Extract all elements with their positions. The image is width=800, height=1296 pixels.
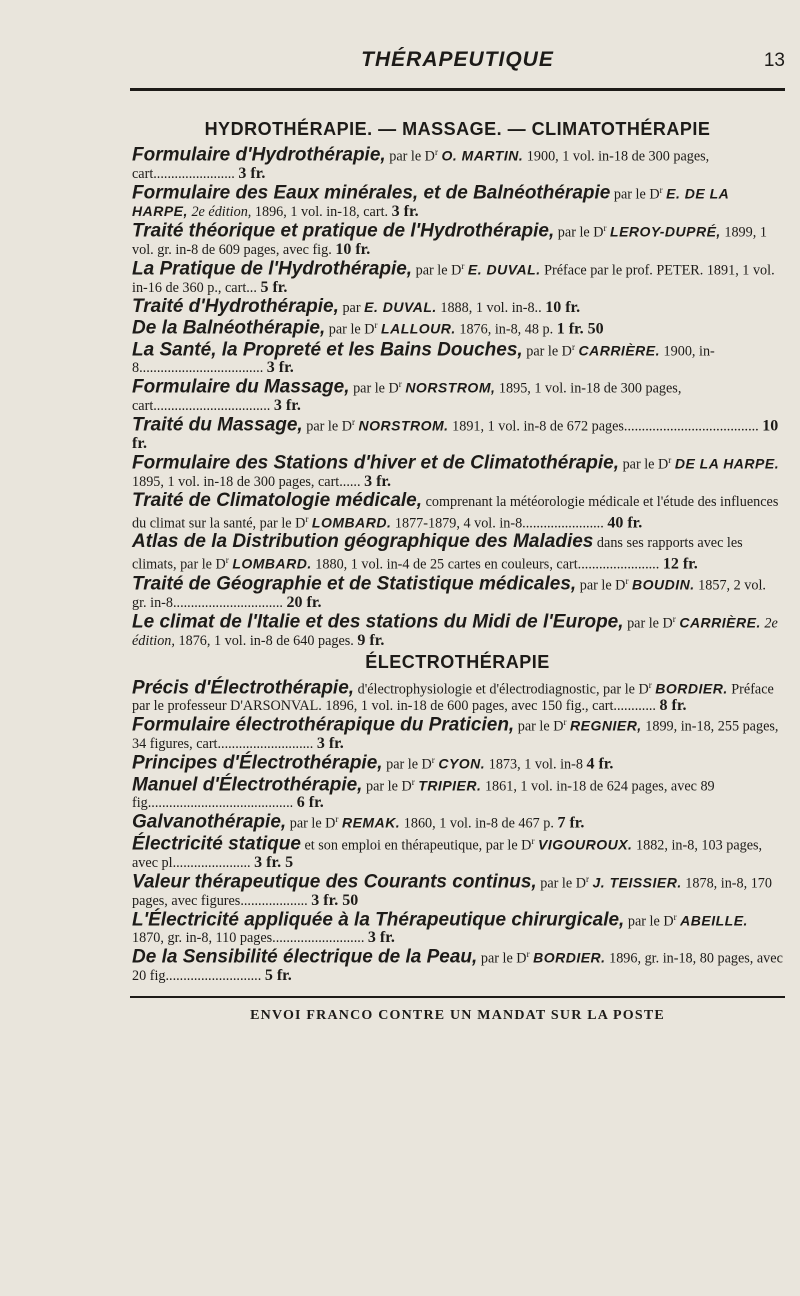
entry-body — [132, 414, 783, 452]
entry-price: 7 fr. — [557, 815, 585, 833]
entry-price: 10 fr. — [545, 298, 581, 316]
entry-details: 1882, in-8, 103 pages, avec pl...................... — [132, 837, 763, 871]
doctor-superscript: r — [603, 223, 607, 234]
entry-price: 40 fr. — [607, 514, 643, 532]
entry-title: La Pratique de l'Hydrothérapie, — [132, 258, 413, 280]
catalog-entry — [132, 573, 783, 611]
entry-author: O. MARTIN. — [441, 147, 524, 164]
doctor-superscript: r — [659, 184, 663, 195]
doctor-superscript: r — [461, 261, 465, 272]
page-number: 13 — [763, 50, 785, 71]
entry-price: 6 fr. — [296, 794, 324, 812]
doctor-superscript: r — [672, 613, 676, 624]
entry-author: NORSTROM, — [405, 380, 496, 397]
entry-title: La Santé, la Propreté et les Bains Douches, — [132, 339, 523, 361]
catalog-entry — [132, 774, 783, 812]
entry-edition: 2e édition, — [191, 204, 252, 221]
entry-title: Principes d'Électrothérapie, — [132, 752, 383, 774]
entry-author: E. DE LA HARPE, — [132, 185, 729, 220]
entry-details: 1895, 1 vol. in-18 de 300 pages, cart...... — [132, 473, 361, 490]
entry-body — [132, 258, 783, 296]
entry-byline: par le D — [540, 875, 586, 892]
entry-author: BOUDIN. — [631, 576, 695, 593]
catalog-entry — [132, 376, 783, 414]
entry-title: Atlas de la Distribution géographique des Maladies — [132, 531, 594, 553]
catalog-entry — [132, 144, 783, 182]
entry-body — [132, 452, 783, 490]
entry-body — [132, 339, 783, 377]
entry-title: Électricité statique — [132, 833, 301, 855]
entry-details: 1899, in-18, 255 pages, 34 figures, cart........................... — [132, 719, 779, 753]
entry-author: LOMBARD. — [311, 514, 392, 531]
entry-price: 4 fr. — [586, 755, 614, 773]
entry-price: 3 fr. 50 — [311, 891, 359, 909]
entry-author: NORSTROM. — [358, 417, 449, 434]
catalog-entry — [132, 946, 783, 984]
entry-details: 1891, 1 vol. in-8 de 672 pages...................................... — [452, 418, 759, 435]
entry-title: Formulaire d'Hydrothérapie, — [132, 144, 386, 166]
entry-byline: par le D — [328, 321, 375, 338]
entry-title: Le climat de l'Italie et des stations du Midi de l'Europe, — [132, 611, 624, 633]
doctor-superscript: r — [668, 454, 672, 465]
entry-byline: par le D — [517, 719, 564, 736]
catalog-entry — [132, 220, 783, 258]
entry-details: 1880, 1 vol. in-4 de 25 cartes en couleurs, cart....................... — [315, 557, 660, 574]
entry-details: 1896, gr. in-18, 80 pages, avec 20 fig........................... — [132, 951, 783, 985]
header-rule — [130, 88, 785, 91]
entry-body — [132, 714, 783, 752]
entry-author: TRIPIER. — [418, 777, 482, 794]
entry-byline: par le D — [366, 778, 412, 795]
entry-price: 5 fr. — [260, 278, 288, 296]
entry-body — [132, 376, 783, 414]
entry-details: 1899, 1 vol. gr. in-8 de 609 pages, avec fig. — [132, 225, 767, 259]
entry-author: CYON. — [438, 755, 486, 772]
entry-body — [132, 531, 783, 573]
catalog-entry — [132, 452, 783, 490]
entry-price: 5 fr. — [264, 967, 292, 985]
entry-price: 3 fr. — [273, 397, 301, 415]
entry-byline: par le D — [526, 343, 572, 360]
entry-details: 1857, 2 vol. gr. in-8............................... — [132, 577, 766, 611]
entry-body — [132, 811, 783, 833]
entry-details: 1900, 1 vol. in-18 de 300 pages, cart....................... — [132, 148, 710, 182]
entry-byline: par — [342, 299, 361, 316]
entry-byline: par le D — [289, 816, 336, 833]
entry-body — [132, 752, 783, 774]
entry-body — [132, 317, 783, 339]
entry-author: BORDIER. — [533, 950, 606, 967]
entry-price: 3 fr. — [364, 472, 392, 490]
footer-note: ENVOI FRANCO CONTRE UN MANDAT SUR LA POSTE — [250, 1008, 665, 1023]
doctor-superscript: r — [434, 147, 438, 157]
entry-body — [132, 182, 783, 221]
entry-price: 3 fr. — [238, 164, 266, 182]
entry-byline: par le D — [627, 913, 674, 930]
entry-title: Traité théorique et pratique de l'Hydrothérapie, — [132, 221, 555, 243]
entry-price: 3 fr. 5 — [254, 853, 294, 871]
entry-details: 1876, in-8, 48 p. — [459, 321, 554, 338]
catalog-entry — [132, 833, 783, 871]
running-head — [130, 48, 785, 78]
catalog-entry — [132, 296, 783, 317]
entry-details: 1861, 1 vol. in-18 de 624 pages, avec 89 fig......................................... — [132, 778, 715, 812]
entry-title: Formulaire électrothérapique du Praticien, — [132, 715, 515, 737]
entry-body — [132, 946, 783, 984]
entry-price: 3 fr. — [391, 203, 419, 221]
entry-author: CARRIÈRE. — [679, 614, 761, 631]
entry-price: 3 fr. — [316, 735, 344, 753]
entry-title: Traité d'Hydrothérapie, — [132, 295, 339, 317]
entry-body — [132, 833, 783, 871]
entry-author: ABEILLE. — [680, 912, 748, 929]
entry-title: Traité du Massage, — [132, 414, 303, 436]
entry-title: Formulaire des Stations d'hiver et de Climatothérapie, — [132, 452, 620, 474]
entry-title: Formulaire des Eaux minérales, et de Balnéothérapie — [132, 182, 611, 204]
catalog-entry — [132, 490, 783, 532]
entry-body — [132, 490, 783, 532]
entry-price: 8 fr. — [659, 697, 687, 715]
entry-price: 1 fr. 50 — [556, 320, 604, 338]
footer-rule — [130, 996, 785, 998]
entry-body — [132, 909, 783, 947]
section-heading: HYDROTHÉRAPIE. — MASSAGE. — CLIMATOTHÉRAPIE — [204, 119, 711, 139]
entry-details: 1888, 1 vol. in-8.. — [440, 299, 542, 316]
entry-price: 3 fr. — [367, 929, 395, 947]
entry-byline: par le D — [480, 951, 527, 968]
entry-details: 1877-1879, 4 vol. in-8....................... — [394, 515, 604, 532]
entry-author: BORDIER. — [655, 680, 728, 697]
entry-price: 9 fr. — [357, 631, 385, 649]
entry-price: 10 fr. — [335, 241, 371, 259]
catalog-entry — [132, 752, 783, 774]
doctor-superscript: r — [625, 576, 629, 587]
entry-author: REGNIER, — [570, 718, 642, 735]
doctor-superscript: r — [648, 679, 652, 690]
entry-title: Traité de Climatologie médicale, — [132, 489, 423, 511]
entry-author: LEROY-DUPRÉ, — [610, 224, 721, 241]
catalog-content — [132, 116, 783, 984]
catalog-entry — [132, 611, 783, 649]
catalog-entry — [132, 677, 783, 715]
running-title: THÉRAPEUTIQUE — [361, 48, 554, 71]
entry-details: 1895, 1 vol. in-18 de 300 pages, cart................................. — [132, 381, 682, 415]
doctor-superscript: r — [571, 341, 575, 352]
entry-body — [132, 677, 783, 715]
entry-body — [132, 220, 783, 258]
entry-details: 1896, 1 vol. in-18, cart. — [254, 204, 389, 221]
entry-body — [132, 296, 783, 317]
entry-price: 10 fr. — [132, 417, 779, 452]
entry-details: 1860, 1 vol. in-8 de 467 p. — [403, 816, 554, 833]
entry-body — [132, 611, 783, 649]
entry-title: Formulaire du Massage, — [132, 377, 350, 399]
entry-byline: par le D — [386, 756, 432, 773]
doctor-superscript: r — [374, 319, 378, 330]
catalog-entry — [132, 339, 783, 377]
catalog-entry — [132, 414, 783, 452]
entry-price: 20 fr. — [286, 593, 322, 611]
entry-byline: d'électrophysiologie et d'électrodiagnostic, par le D — [357, 681, 649, 698]
catalog-entry — [132, 317, 783, 339]
doctor-superscript: r — [398, 379, 402, 390]
entry-byline: par le D — [557, 225, 604, 242]
entry-byline: par le D — [389, 148, 435, 165]
entry-byline: par le D — [415, 262, 462, 279]
catalog-entry — [132, 182, 783, 221]
entry-byline: dans ses rapports avec les climats, par le D — [132, 535, 743, 574]
entry-price: 3 fr. — [266, 359, 294, 377]
entry-byline: par le D — [579, 577, 626, 594]
entry-byline: par le D — [622, 456, 669, 473]
entry-title: Valeur thérapeutique des Courants continus, — [132, 871, 537, 893]
entry-title: De la Sensibilité électrique de la Peau, — [132, 947, 478, 969]
doctor-superscript: r — [673, 911, 677, 922]
entry-edition: 2e édition, — [132, 615, 778, 649]
doctor-superscript: r — [431, 755, 435, 766]
catalog-entry — [132, 909, 783, 947]
entry-byline: comprenant la météorologie médicale et l'étude des influences du climat sur la santé, par le D — [132, 493, 779, 532]
entry-title: De la Balnéothérapie, — [132, 317, 326, 339]
entry-details: 1878, in-8, 170 pages, avec figures................... — [132, 875, 772, 909]
doctor-superscript: r — [531, 836, 535, 847]
entry-body — [132, 144, 783, 182]
entry-author: E. DUVAL. — [364, 298, 437, 315]
doctor-superscript: r — [305, 513, 309, 524]
catalog-entry — [132, 531, 783, 573]
doctor-superscript: r — [526, 949, 530, 960]
entry-body — [132, 871, 783, 909]
entry-author: VIGOUROUX. — [537, 836, 633, 853]
entry-details: 1873, 1 vol. in-8 — [488, 756, 583, 773]
entry-body — [132, 774, 783, 812]
doctor-superscript: r — [411, 776, 415, 787]
entry-details: 1876, 1 vol. in-8 de 640 pages. — [178, 632, 354, 649]
section-heading: ÉLECTROTHÉRAPIE — [365, 651, 550, 672]
entry-details: Préface par le prof. PETER. 1891, 1 vol. in-16 de 360 p., cart... — [132, 262, 775, 296]
entry-author: J. TEISSIER. — [592, 874, 682, 891]
doctor-superscript: r — [225, 555, 229, 566]
doctor-superscript: r — [585, 873, 589, 884]
entry-title: Précis d'Électrothérapie, — [132, 677, 355, 699]
entry-details: 1870, gr. in-8, 110 pages.......................... — [132, 930, 365, 947]
entry-byline: par le D — [306, 418, 352, 435]
entry-price: 12 fr. — [662, 556, 698, 574]
entry-title: Galvanothérapie, — [132, 812, 287, 834]
catalog-entry — [132, 871, 783, 909]
catalog-entry — [132, 258, 783, 296]
entry-author: REMAK. — [341, 815, 401, 832]
entry-author: E. DUVAL. — [467, 261, 541, 278]
catalog-entry — [132, 811, 783, 833]
entry-body — [132, 573, 783, 611]
catalog-entry — [132, 714, 783, 752]
doctor-superscript: r — [335, 814, 339, 825]
entry-details: 1900, in-8................................... — [132, 343, 715, 377]
doctor-superscript: r — [351, 417, 355, 428]
entry-details: Préface par le professeur D'ARSONVAL. 1896, 1 vol. in-18 de 600 pages, avec 150 fig., cart............ — [132, 681, 774, 715]
entry-byline: par le D — [613, 186, 660, 203]
entry-author: LOMBARD. — [232, 556, 312, 573]
entry-title: Manuel d'Électrothérapie, — [132, 774, 363, 796]
entry-title: Traité de Géographie et de Statistique médicales, — [132, 573, 577, 595]
entry-byline: par le D — [353, 381, 399, 398]
doctor-superscript: r — [563, 717, 567, 728]
entry-byline: et son emploi en thérapeutique, par le D — [304, 837, 532, 854]
entry-byline: par le D — [627, 615, 673, 632]
entry-author: LALLOUR. — [381, 320, 456, 337]
entry-author: DE LA HARPE. — [674, 455, 780, 472]
entry-title: L'Électricité appliquée à la Thérapeutique chirurgicale, — [132, 909, 625, 931]
entry-author: CARRIÈRE. — [578, 342, 660, 359]
